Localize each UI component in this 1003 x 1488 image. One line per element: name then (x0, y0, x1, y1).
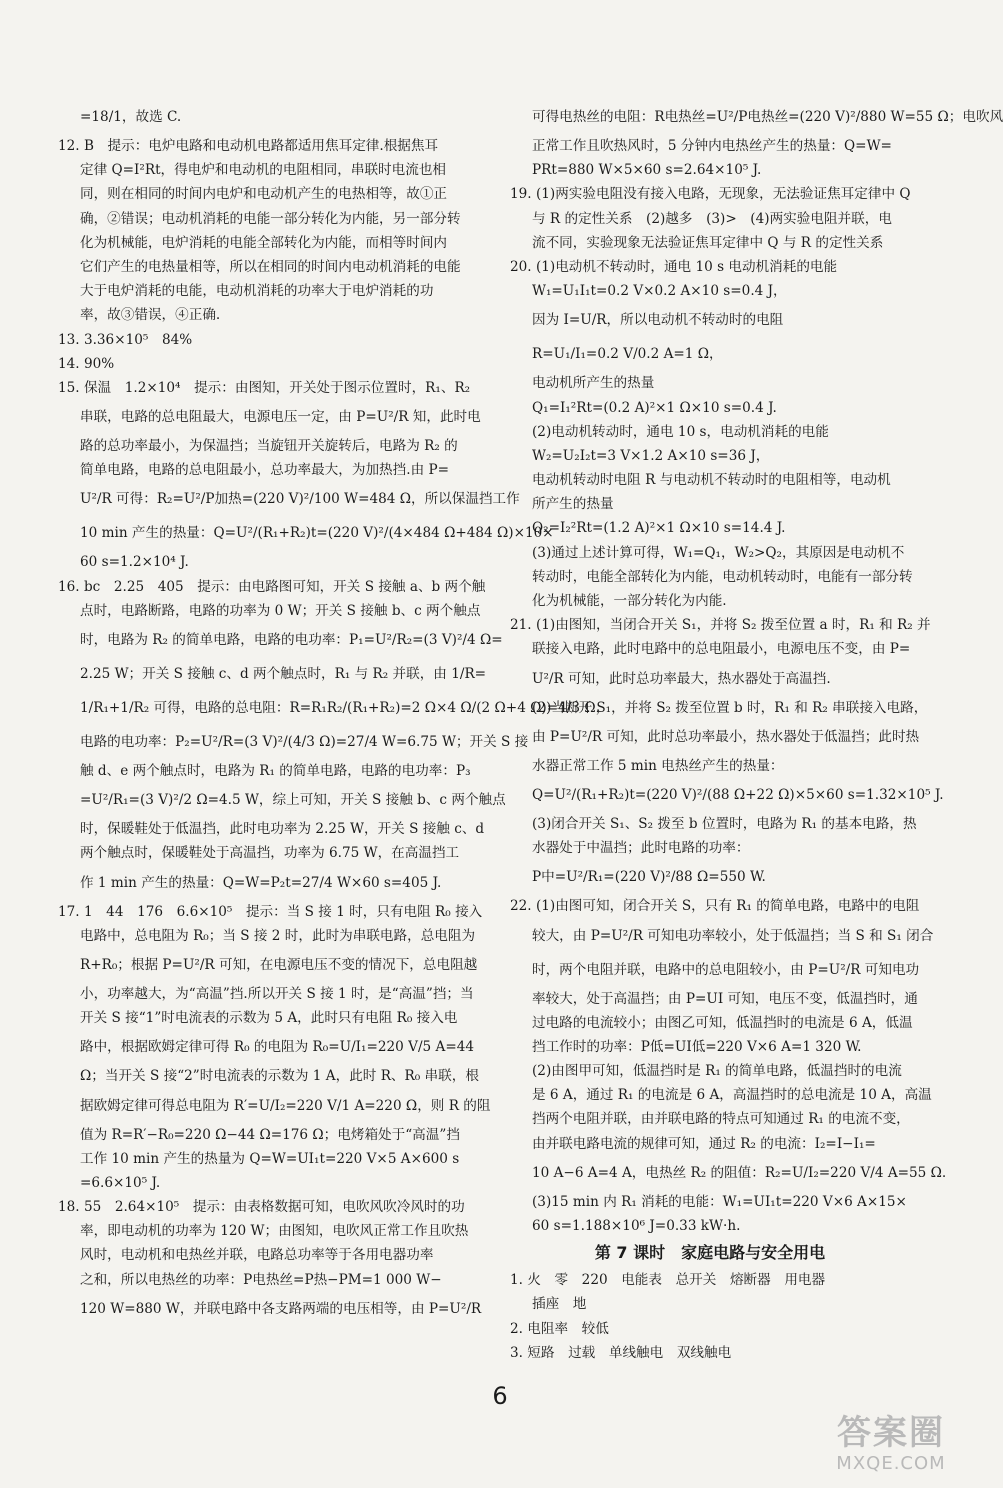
answer-line: 2.25 W；开关 S 接触 c、d 两个触点时，R₁ 与 R₂ 并联，由 1/R= (80, 666, 487, 682)
answer-line: R+R₀；根据 P=U²/R 可知，在电源电压不变的情况下，总电阻越 (80, 956, 478, 973)
answer-line: 60 s=1.188×10⁶ J=0.33 kW·h. (532, 1218, 741, 1234)
answer-line: 13. 3.36×10⁵ 84% (58, 331, 193, 348)
answer-line: 10 A−6 A=4 A，电热丝 R₂ 的阻值：R₂=U/I₂=220 V/4 A=55 Ω. (532, 1164, 947, 1181)
answer-line: 10 min 产生的热量：Q=U²/(R₁+R₂)t=(220 V)²/(4×484 Ω+484 Ω)×10× (80, 525, 554, 542)
answer-line: 定律 Q=I²Rt，得电炉和电动机的电阻相同，串联时电流也相 (80, 162, 447, 179)
answer-line: 值为 R=R′−R₀=220 Ω−44 Ω=176 Ω；电烤箱处于“高温”挡 (80, 1126, 460, 1143)
answer-line: 1/R₁+1/R₂ 可得，电路的总电阻：R=R₁R₂/(R₁+R₂)=2 Ω×4 Ω/(2 Ω+4 Ω)=4/3 Ω， (80, 700, 610, 716)
answer-line: 可得电热丝的电阻：R电热丝=U²/P电热丝=(220 V)²/880 W=55 Ω；电吹风 (532, 109, 1003, 125)
answer-line: 联接入电路，此时电路中的总电阻最小，电源电压不变，由 P= (532, 641, 911, 658)
answer-line: 大于电炉消耗的电能，电动机消耗的功率大于电炉消耗的功 (80, 283, 434, 300)
answer-line: 小，功率越大，为“高温”挡.所以开关 S 接 1 时，是“高温”挡；当 (80, 985, 474, 1002)
answer-line: 挡工作时的功率：P低=UI低=220 V×6 A=1 320 W. (532, 1038, 862, 1055)
answer-line: 12. B 提示：电炉电路和电动机电路都适用焦耳定律.根据焦耳 (58, 138, 439, 154)
answer-line: 因为 I=U/R，所以电动机不转动时的电阻 (532, 312, 784, 329)
answer-line: 流不同，实验现象无法验证焦耳定律中 Q 与 R 的定性关系 (532, 234, 884, 251)
answer-line: 过电路的电流较小；由图乙可知，低温挡时的电流是 6 A，低温 (532, 1014, 913, 1031)
answer-line: =6.6×10⁵ J. (80, 1174, 161, 1191)
answer-line: 时，两个电阻并联，电路中的总电阻较小，由 P=U²/R 可知电功 (532, 961, 920, 978)
answer-line: 较大，由 P=U²/R 可知电功率较小，处于低温挡；当 S 和 S₁ 闭合 (532, 927, 934, 944)
answer-line: 作 1 min 产生的热量：Q=W=P₂t=27/4 W×60 s=405 J. (80, 874, 442, 891)
answer-line: (3)15 min 内 R₁ 消耗的电能：W₁=UI₁t=220 V×6 A×15× (532, 1193, 907, 1210)
answer-line: 由并联电路电流的规律可知，通过 R₂ 的电流：I₂=I−I₁= (532, 1135, 876, 1152)
answer-line: 率较大，处于高温挡；由 P=UI 可知，电压不变，低温挡时，通 (532, 990, 918, 1007)
answer-line: 化为机械能，电炉消耗的电能全部转化为内能，而相等时间内 (80, 234, 448, 251)
answer-line: 3. 短路 过载 单线触电 双线触电 (510, 1344, 732, 1361)
answer-line: 由 P=U²/R 可知，此时总功率最小，热水器处于低温挡；此时热 (532, 728, 920, 745)
answer-line: 与 R 的定性关系 (2)越多 (3)> (4)两实验电阻并联，电 (532, 210, 892, 227)
answer-line: 所产生的热量 (532, 496, 614, 513)
right-column (510, 100, 1003, 1365)
answer-line: 22. (1)由图可知，闭合开关 S，只有 R₁ 的简单电路，电路中的电阻 (510, 898, 920, 915)
answer-line: 水器正常工作 5 min 电热丝产生的热量： (532, 757, 784, 774)
answer-line: 简单电路，电路的总电阻最小，总功率最大，为加热挡.由 P= (80, 462, 450, 479)
answer-line: 路中，根据欧姆定律可得 R₀ 的电阻为 R₀=U/I₁=220 V/5 A=44 (80, 1039, 475, 1056)
answer-line: 插座 地 (532, 1296, 587, 1313)
answer-line: 2. 电阻率 较低 (510, 1320, 609, 1337)
answer-line: W₁=U₁I₁t=0.2 V×0.2 A×10 s=0.4 J， (532, 283, 787, 300)
answer-line: =U²/R₁=(3 V)²/2 Ω=4.5 W，综上可知，开关 S 接触 b、c 两个触点 (80, 792, 506, 809)
answer-line: 正常工作且吹热风时，5 分钟内电热丝产生的热量：Q=W= (532, 138, 892, 154)
answer-line: 电路中，总电阻为 R₀；当 S 接 2 时，此时为串联电路，总电阻为 (80, 927, 476, 944)
answer-line: 率，即电动机的功率为 120 W；由图知，电吹风正常工作且吹热 (80, 1223, 469, 1240)
answer-line: 风时，电动机和电热丝并联，电路总功率等于各用电器功率 (80, 1247, 434, 1264)
answer-line: 18. 55 2.64×10⁵ 提示：由表格数据可知，电吹风吹冷风时的功 (58, 1199, 465, 1216)
answer-line: 19. (1)两实验电阻没有接入电路，无现象，无法验证焦耳定律中 Q (510, 186, 911, 203)
answer-line: R=U₁/I₁=0.2 V/0.2 A=1 Ω， (532, 346, 723, 363)
watermark-logo (806, 1413, 976, 1474)
answer-line: 14. 90% (58, 355, 115, 372)
answer-line: 率，故③错误，④正确. (80, 307, 221, 324)
answer-line: 15. 保温 1.2×10⁴ 提示：由图知，开关处于图示位置时，R₁、R₂ (58, 379, 471, 396)
answer-line: 挡两个电阻并联，由并联电路的特点可知通过 R₁ 的电流不变， (532, 1111, 910, 1128)
watermark-site: MXQE.COM (836, 1453, 946, 1474)
right-answer-lines (510, 100, 1003, 1238)
answer-line: 时，电路为 R₂ 的简单电路，电路的电功率：P₁=U²/R₂=(3 V)²/4 Ω= (80, 632, 503, 648)
answer-line: =18/1，故选 C. (80, 109, 182, 125)
answer-line: 电动机转动时电阻 R 与电动机不转动时的电阻相等，电动机 (532, 472, 891, 489)
answer-line: P中=U²/R₁=(220 V)²/88 Ω=550 W. (532, 869, 766, 886)
answer-line: 时，保暖鞋处于低温挡，此时电功率为 2.25 W，开关 S 接触 c、d (80, 821, 485, 838)
answer-line: 60 s=1.2×10⁴ J. (80, 554, 189, 571)
answer-line: PRt=880 W×5×60 s=2.64×10⁵ J. (532, 162, 762, 179)
answer-line: 化为机械能，一部分转化为内能. (532, 593, 727, 609)
answer-line: 120 W=880 W，并联电路中各支路两端的电压相等，由 P=U²/R (80, 1300, 482, 1317)
section-title: 第 7 课时 家庭电路与安全用电 (594, 1243, 826, 1263)
answer-line: 确，②错误；电动机消耗的电能一部分转化为内能，另一部分转 (80, 210, 461, 227)
answer-line: U²/R 可得：R₂=U²/P加热=(220 V)²/100 W=484 Ω，所以保温挡工作 (80, 491, 520, 508)
answer-line: W₂=U₂I₂t=3 V×1.2 A×10 s=36 J， (532, 447, 770, 464)
answer-line: 电动机所产生的热量 (532, 375, 655, 392)
answer-line: (2)当断开 S₁，并将 S₂ 拨至位置 b 时，R₁ 和 R₂ 串联接入电路， (532, 699, 928, 716)
answer-line: Q=U²/(R₁+R₂)t=(220 V)²/(88 Ω+22 Ω)×5×60 s=1.32×10⁵ J. (532, 786, 944, 803)
answer-line: 触 d、e 两个触点时，电路为 R₁ 的简单电路，电路的电功率：P₃ (80, 763, 471, 779)
answer-line: 17. 1 44 176 6.6×10⁵ 提示：当 S 接 1 时，只有电阻 R₀ 接入 (58, 903, 483, 920)
answer-line: 点时，电路断路，电路的功率为 0 W；开关 S 接触 b、c 两个触点 (80, 602, 481, 619)
answer-line: (2)电动机转动时，通电 10 s，电动机消耗的电能 (532, 423, 829, 440)
answer-line: 电路的电功率：P₂=U²/R=(3 V)²/(4/3 Ω)=27/4 W=6.75 W；开关 S 接 (80, 734, 529, 750)
answer-line: (3)通过上述计算可得，W₁=Q₁，W₂>Q₂，其原因是电动机不 (532, 544, 905, 561)
answer-line: 之和，所以电热丝的功率：P电热丝=P热−PM=1 000 W− (80, 1271, 442, 1288)
answer-line: 据欧姆定律可得总电阻为 R′=U/I₂=220 V/1 A=220 Ω，则 R 的阻 (80, 1097, 491, 1114)
answer-line: Q₂=I₂²Rt=(1.2 A)²×1 Ω×10 s=14.4 J. (532, 520, 786, 537)
section-answers (510, 1268, 910, 1365)
answer-line: 工作 10 min 产生的热量为 Q=W=UI₁t=220 V×5 A×600 s (80, 1150, 460, 1167)
answer-line: 1. 火 零 220 电能表 总开关 熔断器 用电器 (510, 1272, 826, 1289)
answer-line: Ω；当开关 S 接“2”时电流表的示数为 1 A，此时 R、R₀ 串联，根 (80, 1068, 479, 1085)
answer-line: 21. (1)由图知，当闭合开关 S₁，并将 S₂ 拨至位置 a 时，R₁ 和 R₂ 并 (510, 617, 931, 634)
answer-line: (2)由图甲可知，低温挡时是 R₁ 的简单电路，低温挡时的电流 (532, 1063, 902, 1080)
answer-line: 同，则在相同的时间内电炉和电动机产生的电热相等，故①正 (80, 186, 448, 203)
answer-line: 水器处于中温挡；此时电路的功率： (532, 840, 750, 857)
answer-line: 两个触点时，保暖鞋处于高温挡，功率为 6.75 W，在高温挡工 (80, 845, 460, 862)
answer-line: 路的总功率最小，为保温挡；当旋钮开关旋转后，电路为 R₂ 的 (80, 438, 458, 455)
answer-line: U²/R 可知，此时总功率最大，热水器处于高温挡. (532, 670, 831, 687)
watermark-text: 答案圈 (837, 1413, 945, 1453)
answer-line: Q₁=I₁²Rt=(0.2 A)²×1 Ω×10 s=0.4 J. (532, 399, 777, 416)
page-number: 6 (492, 1382, 508, 1410)
answer-line: 转动时，电能全部转化为内能，电动机转动时，电能有一部分转 (532, 568, 913, 585)
answer-line: 20. (1)电动机不转动时，通电 10 s 电动机消耗的电能 (510, 258, 838, 275)
answer-line: 串联，电路的总电阻最大，电源电压一定，由 P=U²/R 知，此时电 (80, 409, 481, 426)
answer-line: 16. bc 2.25 405 提示：由电路图可知，开关 S 接触 a、b 两个触 (58, 578, 486, 595)
answer-line: 是 6 A，通过 R₁ 的电流是 6 A，高温挡时的总电流是 10 A，高温 (532, 1087, 932, 1104)
answer-line: 它们产生的电热量相等，所以在相同的时间内电动机消耗的电能 (80, 258, 461, 275)
answer-line: (3)闭合开关 S₁、S₂ 拨至 b 位置时，电路为 R₁ 的基本电路，热 (532, 815, 917, 832)
answer-line: 开关 S 接“1”时电流表的示数为 5 A，此时只有电阻 R₀ 接入电 (80, 1010, 458, 1027)
